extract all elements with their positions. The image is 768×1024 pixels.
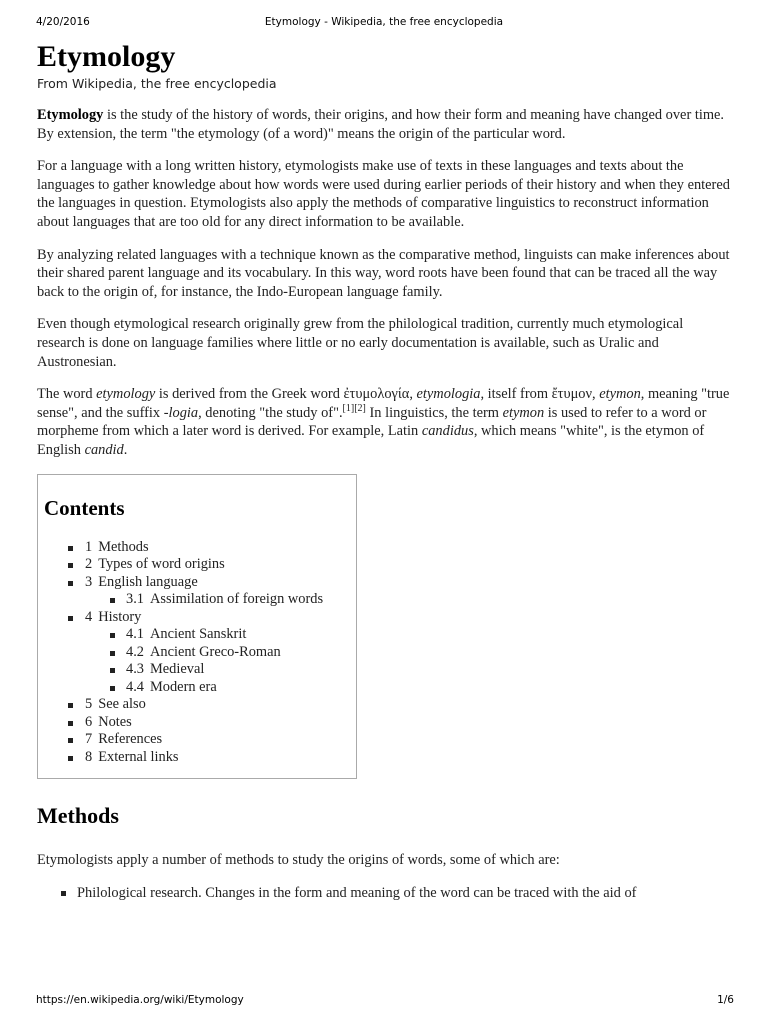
list-item: Philological research. Changes in the form and meaning of the word can be traced with the aid of bbox=[37, 884, 733, 903]
methods-intro: Etymologists apply a number of methods to study the origins of words, some of which are: bbox=[37, 852, 560, 868]
print-footer bbox=[0, 994, 768, 1008]
text-run: is used to refer to a word or morpheme from which a later word is derived. For example, Latin bbox=[37, 404, 707, 440]
italic-term: candid bbox=[84, 441, 124, 458]
toc-item[interactable] bbox=[44, 609, 350, 627]
italic-term: etymology bbox=[96, 386, 156, 403]
citation-link-2[interactable]: [2] bbox=[354, 402, 366, 414]
toc-item[interactable] bbox=[44, 696, 350, 714]
print-url: https://en.wikipedia.org/wiki/Etymology bbox=[36, 994, 244, 1006]
toc-number: 4.3 bbox=[126, 661, 144, 677]
toc-label: Assimilation of foreign words bbox=[150, 591, 324, 607]
citation-link-1[interactable]: [1] bbox=[342, 402, 355, 414]
text-run: The word bbox=[37, 386, 97, 403]
print-page-number: 1/6 bbox=[717, 994, 734, 1006]
toc-label: Notes bbox=[98, 713, 132, 730]
italic-term: etymon bbox=[599, 386, 641, 403]
print-title: Etymology - Wikipedia, the free encyclopedia bbox=[264, 16, 504, 28]
toc-subitem[interactable] bbox=[44, 591, 350, 609]
toc-label: See also bbox=[98, 696, 146, 712]
toc-subitem[interactable] bbox=[44, 626, 350, 644]
text-run: is derived from the Greek word bbox=[155, 386, 344, 403]
italic-term: candidus bbox=[421, 423, 474, 440]
print-header bbox=[0, 16, 768, 30]
toc-number: 4 bbox=[85, 608, 93, 625]
toc-label: Types of word origins bbox=[98, 556, 225, 572]
toc-number: 6 bbox=[85, 713, 93, 730]
greek-word-link[interactable]: ἔτυμον bbox=[551, 386, 592, 403]
toc-item[interactable] bbox=[44, 749, 350, 767]
text-run: , denoting "the study of". bbox=[198, 404, 343, 421]
toc-label: History bbox=[98, 608, 142, 625]
text-run: In linguistics, the term bbox=[365, 404, 503, 421]
toc-list bbox=[44, 539, 350, 767]
term-bold: Etymology bbox=[37, 107, 104, 123]
toc-label: Ancient Greco-Roman bbox=[150, 643, 281, 660]
text-run: , bbox=[592, 386, 600, 403]
text-run: , which means "white", is the etymon of English bbox=[37, 423, 705, 458]
toc-number: 2 bbox=[85, 556, 93, 572]
text-run: , bbox=[409, 386, 417, 403]
paragraph-text: is the study of the history of words, their origins, and how their form and meaning have changed over time. By extension, the term "the etymology (of a word)" means the origin of the particular word. bbox=[37, 107, 725, 142]
toc-number: 3 bbox=[85, 573, 93, 590]
toc-label: English language bbox=[98, 573, 198, 590]
page-title: Etymology bbox=[37, 40, 176, 73]
text-run: , itself from bbox=[480, 386, 552, 403]
text-run: , meaning "true sense", and the suffix - bbox=[37, 386, 730, 421]
toc-item[interactable] bbox=[44, 731, 350, 749]
toc-number: 3.1 bbox=[126, 591, 144, 607]
toc-number: 1 bbox=[85, 538, 93, 555]
intro-paragraph-5 bbox=[37, 385, 733, 459]
methods-list bbox=[37, 884, 733, 903]
toc-heading: Contents bbox=[44, 495, 125, 520]
toc-label: Medieval bbox=[150, 661, 205, 677]
toc-number: 4.1 bbox=[126, 626, 144, 642]
intro-paragraph-4: Even though etymological research originally grew from the philological tradition, currently much etymological research is done on language families where little or no early documentation is available, such as Uralic and Austronesian. bbox=[37, 316, 684, 370]
toc-number: 7 bbox=[85, 731, 93, 747]
toc-subitem[interactable] bbox=[44, 644, 350, 662]
greek-word-link[interactable]: ἐτυμολογία bbox=[343, 386, 410, 403]
print-date: 4/20/2016 bbox=[36, 16, 90, 28]
toc-label: References bbox=[98, 731, 163, 747]
section-heading-methods: Methods bbox=[37, 803, 119, 828]
table-of-contents bbox=[37, 474, 357, 780]
toc-number: 4.2 bbox=[126, 643, 144, 660]
toc-item[interactable] bbox=[44, 574, 350, 592]
toc-subitem[interactable] bbox=[44, 661, 350, 679]
intro-paragraph-1 bbox=[37, 106, 733, 143]
toc-number: 8 bbox=[85, 748, 93, 765]
site-tagline: From Wikipedia, the free encyclopedia bbox=[37, 76, 277, 91]
toc-label: External links bbox=[98, 748, 179, 765]
toc-label: Methods bbox=[98, 538, 149, 555]
text-run: . bbox=[123, 441, 128, 458]
toc-number: 4.4 bbox=[126, 678, 144, 695]
italic-term: logia bbox=[168, 404, 199, 421]
toc-item[interactable] bbox=[44, 556, 350, 574]
toc-number: 5 bbox=[85, 696, 93, 712]
toc-label: Modern era bbox=[150, 678, 217, 695]
intro-paragraph-3: By analyzing related languages with a technique known as the comparative method, linguists can make inferences about their shared parent language and its vocabulary. In this way, word roots have been found that can be traced all the way back to the origin of, for instance, the Indo-European language family. bbox=[37, 246, 730, 300]
article-body bbox=[37, 38, 733, 902]
toc-label: Ancient Sanskrit bbox=[150, 626, 247, 642]
italic-term: etymon bbox=[502, 404, 545, 421]
italic-term: etymologia bbox=[416, 386, 481, 403]
toc-item[interactable] bbox=[44, 539, 350, 557]
toc-item[interactable] bbox=[44, 714, 350, 732]
intro-paragraph-2: For a language with a long written history, etymologists make use of texts in these languages and texts about the languages to gather knowledge about how words were used during earlier periods of their history and when they entered the languages in question. Etymologists also apply the methods of comparative linguistics to reconstruct information about languages that are too old for any direct information to be available. bbox=[37, 158, 730, 230]
toc-subitem[interactable] bbox=[44, 679, 350, 697]
